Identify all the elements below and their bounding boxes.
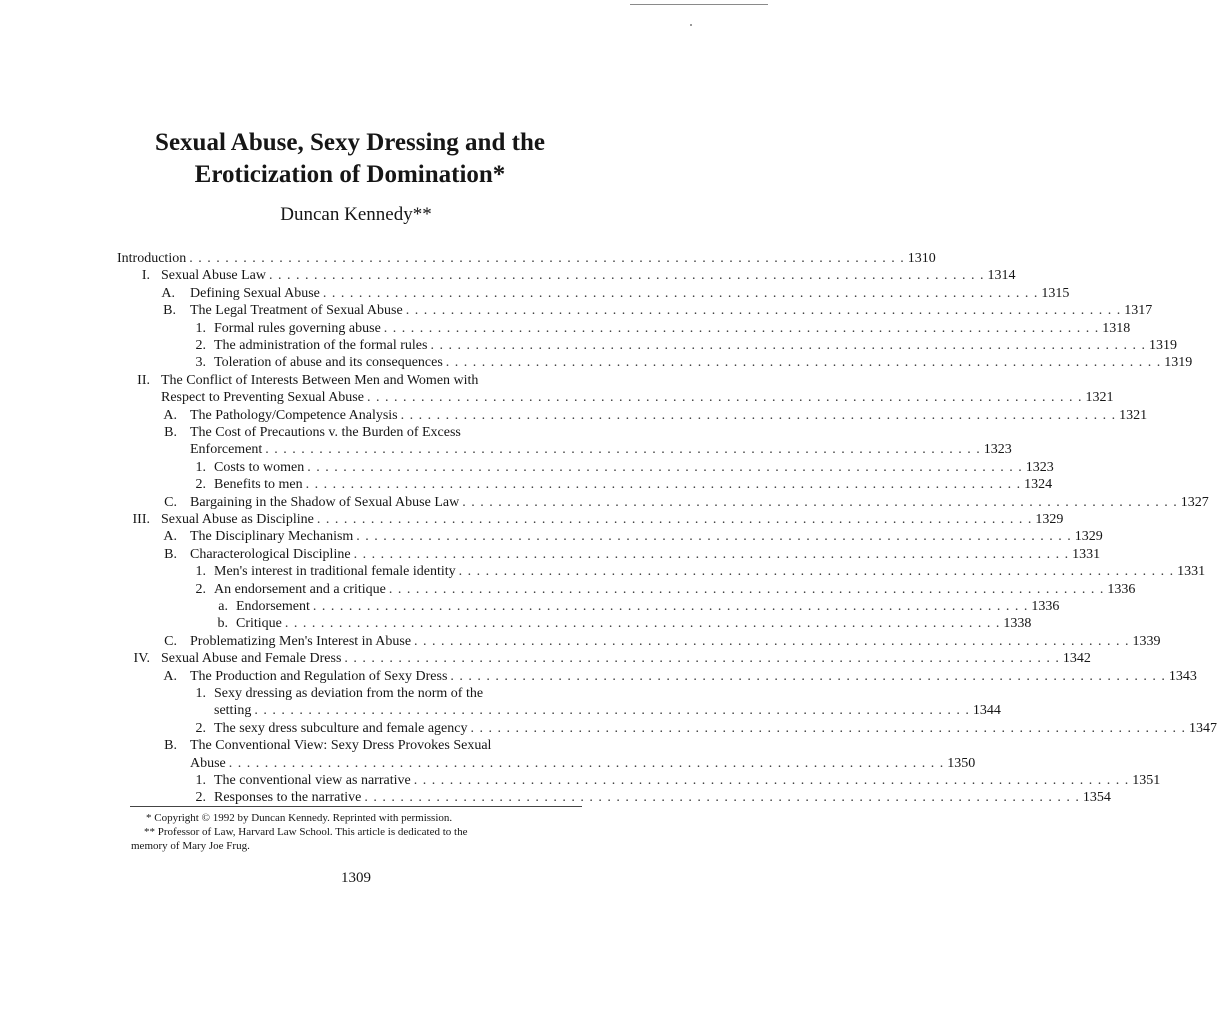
toc-entry-page: 1336 [1107, 581, 1136, 597]
toc-entry-page: 1329 [1035, 512, 1064, 527]
toc-entry-number: III. [132, 512, 150, 527]
toc-leader-dots: . . . . . . . . . . . . . . . . . . . . . . . . . . . . . . . . . . . . . . . . . . . . . . . . . . . . . . . . . . . . . . . . . . . . . . . . . . . . . . . . [470, 720, 1186, 736]
toc-entry-number: A. [161, 285, 175, 301]
toc-entry-number: C. [164, 494, 177, 510]
toc-entry-number: A. [163, 407, 177, 423]
toc-row [0, 354, 1193, 372]
toc-entry-label: Formal rules governing abuse [214, 320, 381, 336]
toc-leader-dots: . . . . . . . . . . . . . . . . . . . . . . . . . . . . . . . . . . . . . . . . . . . . . . . . . . . . . . . . . . . . . . . . . . . . . . . . . . . . . . . . [414, 633, 1130, 649]
toc-row [0, 424, 768, 442]
toc-entry-number: 2. [195, 477, 206, 493]
toc-entry-label: The sexy dress subculture and female agency [214, 720, 468, 736]
article-author: Duncan Kennedy** [280, 204, 432, 225]
toc-leader-dots: . . . . . . . . . . . . . . . . . . . . . . . . . . . . . . . . . . . . . . . . . . . . . . . . . . . . . . . . . . . . . . . . . . . . . . . . . . . . . . . . [462, 494, 1178, 510]
toc-leader-dots: . . . . . . . . . . . . . . . . . . . . . . . . . . . . . . . . . . . . . . . . . . . . . . . . . . . . . . . . . . . . . . . . . . . . . . . . . . . . . . . . [265, 442, 981, 458]
toc-leader-dots: . . . . . . . . . . . . . . . . . . . . . . . . . . . . . . . . . . . . . . . . . . . . . . . . . . . . . . . . . . . . . . . . . . . . . . . . . . . . . . . . [366, 390, 1083, 406]
toc-row [0, 702, 1001, 720]
toc-leader-dots: . . . . . . . . . . . . . . . . . . . . . . . . . . . . . . . . . . . . . . . . . . . . . . . . . . . . . . . . . . . . . . . . . . . . . . . . . . . . . . . . [189, 251, 905, 266]
toc-entry-page: 1314 [987, 268, 1016, 284]
toc-entry-number: 1. [195, 773, 206, 788]
toc-entry-page: 1319 [1164, 355, 1193, 371]
toc-entry-label: The conventional view as narrative [214, 773, 411, 788]
toc-entry-label: Sexual Abuse and Female Dress [161, 651, 342, 667]
toc-leader-dots: . . . . . . . . . . . . . . . . . . . . . . . . . . . . . . . . . . . . . . . . . . . . . . . . . . . . . . . . . . . . . . . . . . . . . . . . . . . . . . . . [353, 546, 1070, 562]
toc-entry-label: Respect to Preventing Sexual Abuse [161, 390, 364, 406]
toc-entry-label: The Pathology/Competence Analysis [190, 407, 398, 423]
toc-entry-label: Men's interest in traditional female identity [214, 564, 456, 580]
toc-entry-label: The Disciplinary Mechanism [190, 529, 354, 545]
toc-leader-dots: . . . . . . . . . . . . . . . . . . . . . . . . . . . . . . . . . . . . . . . . . . . . . . . . . . . . . . . . . . . . . . . . . . . . . . . . . . . . . . . . [413, 773, 1130, 788]
toc-entry-page: 1342 [1062, 651, 1091, 667]
toc-entry-label: Costs to women [214, 459, 305, 475]
toc-entry-page: 1336 [1031, 599, 1060, 614]
toc-row [0, 441, 1012, 459]
toc-leader-dots: . . . . . . . . . . . . . . . . . . . . . . . . . . . . . . . . . . . . . . . . . . . . . . . . . . . . . . . . . . . . . . . . . . . . . . . . . . . . . . . . [445, 355, 1162, 371]
toc-row [0, 615, 1032, 633]
toc-entry-page: 1344 [972, 703, 1001, 719]
toc-entry-number: 2. [195, 720, 206, 736]
toc-leader-dots: . . . . . . . . . . . . . . . . . . . . . . . . . . . . . . . . . . . . . . . . . . . . . . . . . . . . . . . . . . . . . . . . . . . . . . . . . . . . . . . . [305, 477, 1022, 493]
toc-row [0, 407, 1148, 425]
toc-entry-label: The Conventional View: Sexy Dress Provokes Sexual [190, 738, 492, 754]
footnote-rule [130, 806, 582, 807]
toc-entry-page: 1321 [1085, 390, 1114, 406]
toc-entry-label: Enforcement [190, 442, 263, 458]
toc-leader-dots: . . . . . . . . . . . . . . . . . . . . . . . . . . . . . . . . . . . . . . . . . . . . . . . . . . . . . . . . . . . . . . . . . . . . . . . . . . . . . . . . [430, 338, 1146, 353]
toc-entry-page: 1343 [1168, 668, 1197, 684]
toc-entry-number: B. [164, 738, 177, 754]
toc-leader-dots: . . . . . . . . . . . . . . . . . . . . . . . . . . . . . . . . . . . . . . . . . . . . . . . . . . . . . . . . . . . . . . . . . . . . . . . . . . . . . . . . [254, 703, 970, 719]
toc-row [0, 737, 768, 755]
toc-row [0, 494, 1209, 512]
article-title-line-2: Eroticization of Domination* [194, 161, 506, 188]
toc-row [0, 267, 1016, 285]
toc-entry-number: a. [218, 599, 228, 614]
toc-leader-dots: . . . . . . . . . . . . . . . . . . . . . . . . . . . . . . . . . . . . . . . . . . . . . . . . . . . . . . . . . . . . . . . . . . . . . . . . . . . . . . . . [458, 564, 1175, 580]
toc-entry-label: Bargaining in the Shadow of Sexual Abuse Law [190, 494, 460, 510]
toc-row [0, 459, 1054, 477]
toc-row [0, 789, 1111, 807]
toc-leader-dots: . . . . . . . . . . . . . . . . . . . . . . . . . . . . . . . . . . . . . . . . . . . . . . . . . . . . . . . . . . . . . . . . . . . . . . . . . . . . . . . . [268, 268, 985, 284]
toc-entry-number: A. [163, 529, 177, 545]
toc-entry-label: The Conflict of Interests Between Men and Women with [161, 372, 479, 388]
toc-row [0, 598, 1060, 616]
toc-entry-number: 3. [195, 355, 206, 371]
toc-entry-page: 1347 [1188, 720, 1217, 736]
article-title-line-1: Sexual Abuse, Sexy Dressing and the [155, 129, 545, 156]
toc-entry-label: Sexy dressing as deviation from the norm of the [214, 686, 484, 701]
toc-entry-page: 1350 [947, 755, 976, 771]
toc-entry-page: 1323 [983, 442, 1012, 458]
toc-row [0, 685, 768, 703]
toc-entry-label: Responses to the narrative [214, 790, 362, 806]
scan-speck [690, 24, 692, 26]
scan-edge-line [630, 4, 768, 5]
toc-row [0, 755, 976, 773]
toc-entry-label: Critique [236, 616, 282, 632]
toc-entry-number: 1. [195, 686, 206, 701]
toc-entry-page: 1319 [1148, 338, 1177, 353]
toc-leader-dots: . . . . . . . . . . . . . . . . . . . . . . . . . . . . . . . . . . . . . . . . . . . . . . . . . . . . . . . . . . . . . . . . . . . . . . . . . . . . . . . . [450, 668, 1166, 684]
toc-row [0, 320, 1131, 338]
toc-entry-page: 1339 [1132, 633, 1161, 649]
toc-entry-label: Problematizing Men's Interest in Abuse [190, 633, 412, 649]
footnote-author-bio-continued: memory of Mary Joe Frug. [131, 840, 250, 852]
toc-entry-number: 1. [195, 459, 206, 475]
toc-row [0, 528, 1103, 546]
toc-leader-dots: . . . . . . . . . . . . . . . . . . . . . . . . . . . . . . . . . . . . . . . . . . . . . . . . . . . . . . . . . . . . . . . . . . . . . . . . . . . . . . . . [316, 512, 1033, 527]
toc-entry-page: 1331 [1072, 546, 1101, 562]
toc-entry-label: Defining Sexual Abuse [190, 285, 320, 301]
toc-entry-number: b. [217, 616, 228, 632]
toc-entry-page: 1324 [1024, 477, 1053, 493]
toc-entry-page: 1351 [1132, 773, 1161, 788]
toc-entry-label: The Legal Treatment of Sexual Abuse [190, 303, 403, 319]
toc-entry-number: 1. [195, 320, 206, 336]
toc-row [0, 372, 768, 390]
toc-entry-number: 2. [195, 790, 206, 806]
toc-entry-number: 2. [195, 338, 206, 353]
toc-entry-label: Characterological Discipline [190, 546, 351, 562]
toc-entry-page: 1329 [1074, 529, 1103, 545]
toc-row [0, 772, 1161, 790]
toc-leader-dots: . . . . . . . . . . . . . . . . . . . . . . . . . . . . . . . . . . . . . . . . . . . . . . . . . . . . . . . . . . . . . . . . . . . . . . . . . . . . . . . . [284, 616, 1001, 632]
toc-row [0, 476, 1053, 494]
toc-entry-page: 1327 [1180, 494, 1209, 510]
toc-entry-label: Sexual Abuse Law [161, 268, 266, 284]
toc-entry-number: 2. [195, 581, 206, 597]
toc-row [0, 546, 1101, 564]
toc-entry-label: An endorsement and a critique [214, 581, 386, 597]
toc-entry-page: 1317 [1124, 303, 1153, 319]
toc-entry-label: Endorsement [236, 599, 310, 614]
toc-entry-number: IV. [133, 651, 150, 667]
toc-leader-dots: . . . . . . . . . . . . . . . . . . . . . . . . . . . . . . . . . . . . . . . . . . . . . . . . . . . . . . . . . . . . . . . . . . . . . . . . . . . . . . . . [405, 303, 1122, 319]
toc-entry-number: B. [164, 546, 177, 562]
toc-entry-page: 1310 [907, 251, 936, 266]
toc-entry-page: 1331 [1177, 564, 1206, 580]
toc-entry-page: 1354 [1082, 790, 1111, 806]
toc-entry-number: A. [163, 668, 177, 684]
toc-entry-label: The administration of the formal rules [214, 338, 428, 353]
toc-entry-label: Introduction [117, 251, 187, 266]
toc-entry-page: 1338 [1003, 616, 1032, 632]
toc-entry-label: Abuse [190, 755, 226, 771]
toc-leader-dots: . . . . . . . . . . . . . . . . . . . . . . . . . . . . . . . . . . . . . . . . . . . . . . . . . . . . . . . . . . . . . . . . . . . . . . . . . . . . . . . . [344, 651, 1060, 667]
toc-row [0, 337, 1177, 355]
toc-entry-label: Benefits to men [214, 477, 303, 493]
toc-leader-dots: . . . . . . . . . . . . . . . . . . . . . . . . . . . . . . . . . . . . . . . . . . . . . . . . . . . . . . . . . . . . . . . . . . . . . . . . . . . . . . . . [388, 581, 1105, 597]
toc-entry-number: I. [141, 268, 150, 284]
toc-row [0, 285, 1070, 303]
toc-row [0, 650, 1091, 668]
toc-leader-dots: . . . . . . . . . . . . . . . . . . . . . . . . . . . . . . . . . . . . . . . . . . . . . . . . . . . . . . . . . . . . . . . . . . . . . . . . . . . . . . . . [322, 285, 1039, 301]
toc-entry-number: B. [163, 303, 176, 319]
toc-leader-dots: . . . . . . . . . . . . . . . . . . . . . . . . . . . . . . . . . . . . . . . . . . . . . . . . . . . . . . . . . . . . . . . . . . . . . . . . . . . . . . . . [364, 790, 1080, 806]
page-number: 1309 [341, 870, 371, 886]
toc-entry-page: 1323 [1025, 459, 1054, 475]
toc-row [0, 581, 1136, 599]
toc-entry-page: 1315 [1041, 285, 1070, 301]
toc-leader-dots: . . . . . . . . . . . . . . . . . . . . . . . . . . . . . . . . . . . . . . . . . . . . . . . . . . . . . . . . . . . . . . . . . . . . . . . . . . . . . . . . [307, 459, 1023, 475]
toc-entry-label: Sexual Abuse as Discipline [161, 512, 314, 527]
toc-row [0, 563, 1206, 581]
toc-leader-dots: . . . . . . . . . . . . . . . . . . . . . . . . . . . . . . . . . . . . . . . . . . . . . . . . . . . . . . . . . . . . . . . . . . . . . . . . . . . . . . . . [356, 529, 1072, 545]
toc-entry-number: B. [164, 425, 177, 440]
toc-entry-label: setting [214, 703, 252, 719]
toc-entry-number: C. [164, 633, 177, 649]
toc-row [0, 511, 1064, 529]
footnote-author-bio: ** Professor of Law, Harvard Law School. This article is dedicated to the [144, 826, 468, 838]
toc-row [0, 720, 1217, 738]
toc-row [0, 633, 1161, 651]
toc-entry-page: 1318 [1102, 320, 1131, 336]
toc-row [0, 302, 1153, 320]
toc-row [0, 250, 936, 268]
toc-entry-number: 1. [195, 564, 206, 580]
toc-entry-label: The Production and Regulation of Sexy Dress [190, 668, 448, 684]
toc-leader-dots: . . . . . . . . . . . . . . . . . . . . . . . . . . . . . . . . . . . . . . . . . . . . . . . . . . . . . . . . . . . . . . . . . . . . . . . . . . . . . . . . [228, 755, 945, 771]
toc-leader-dots: . . . . . . . . . . . . . . . . . . . . . . . . . . . . . . . . . . . . . . . . . . . . . . . . . . . . . . . . . . . . . . . . . . . . . . . . . . . . . . . . [400, 407, 1117, 423]
toc-row [0, 389, 1114, 407]
toc-leader-dots: . . . . . . . . . . . . . . . . . . . . . . . . . . . . . . . . . . . . . . . . . . . . . . . . . . . . . . . . . . . . . . . . . . . . . . . . . . . . . . . . [383, 320, 1100, 336]
toc-leader-dots: . . . . . . . . . . . . . . . . . . . . . . . . . . . . . . . . . . . . . . . . . . . . . . . . . . . . . . . . . . . . . . . . . . . . . . . . . . . . . . . . [312, 599, 1029, 614]
toc-row [0, 668, 1197, 686]
toc-entry-label: The Cost of Precautions v. the Burden of Excess [190, 425, 461, 440]
toc-entry-number: II. [137, 372, 150, 388]
toc-entry-label: Toleration of abuse and its consequences [214, 355, 443, 371]
footnote-copyright: * Copyright © 1992 by Duncan Kennedy. Reprinted with permission. [146, 812, 453, 824]
toc-entry-page: 1321 [1119, 407, 1148, 423]
